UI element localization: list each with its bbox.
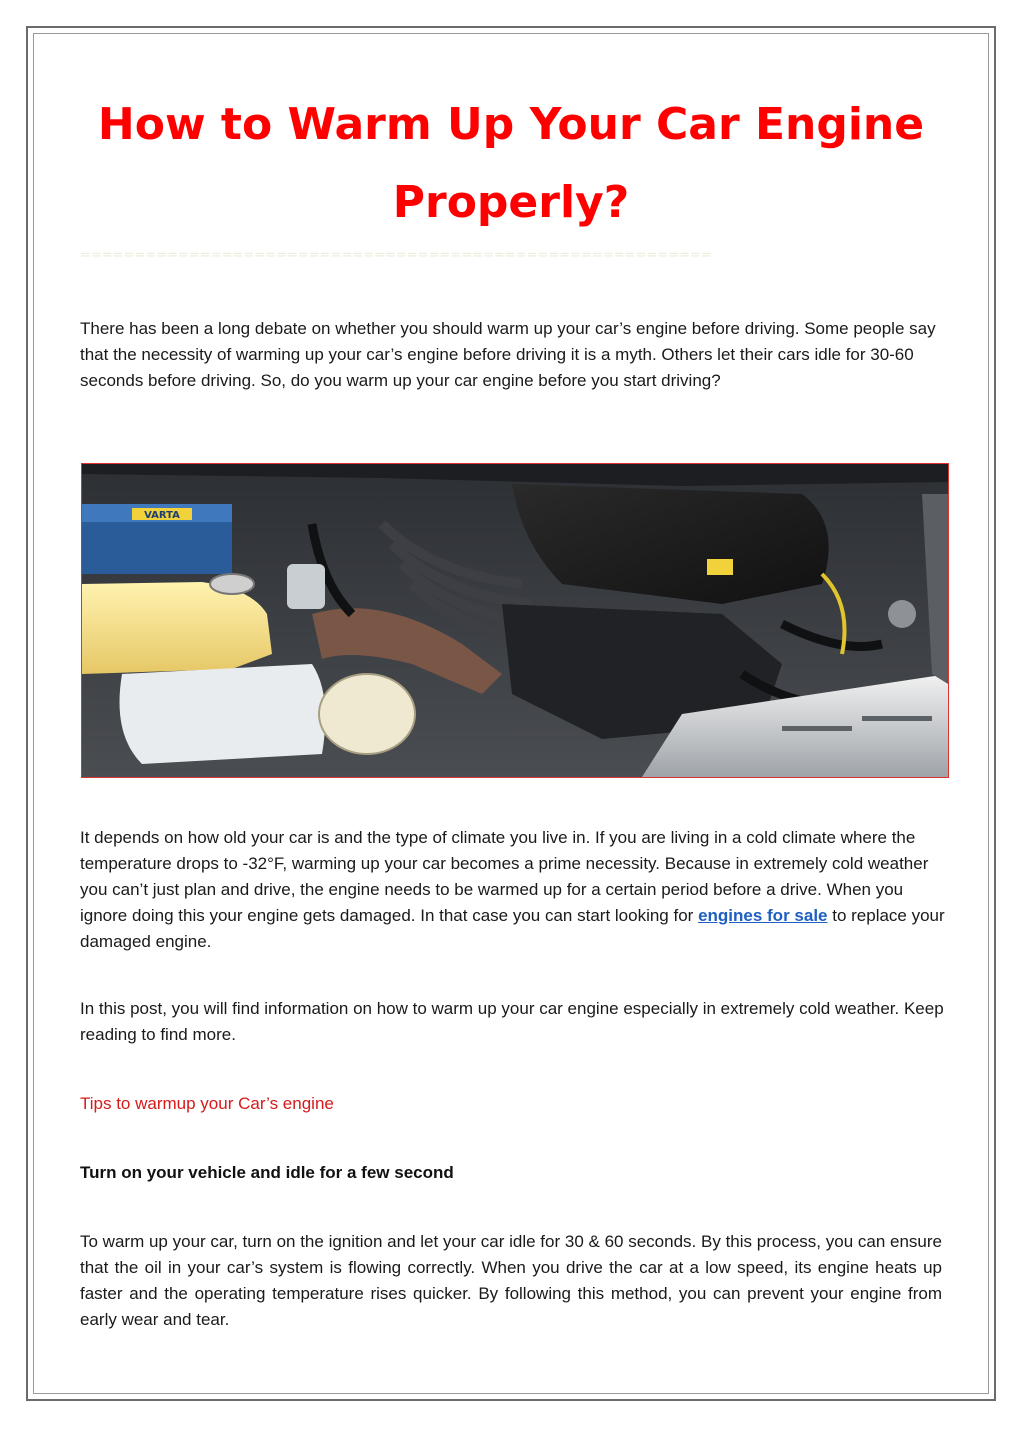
tips-heading: Tips to warmup your Car’s engine [80,1094,334,1113]
engine-photo-illustration [82,464,948,777]
idle-paragraph: To warm up your car, turn on the ignition and let your car idle for 30 & 60 seconds. By this process, you can ensure that the oil in your car’s system is flowing correctly. When you drive the car at a low speed, its engine heats up faster and the operating temperature rises quicker. By following this method, you can prevent your engine from early wear and tear. [80,1232,942,1329]
reservoir-cap [210,574,254,594]
document-page [26,26,996,1401]
warning-sticker [707,559,733,575]
throttle-body [287,564,325,609]
power-steering-reservoir [319,674,415,754]
post-intro-paragraph: In this post, you will find information on how to warm up your car engine especially in extremely cold weather. Keep reading to find more. [80,999,944,1044]
battery [82,504,232,574]
washer-fluid-tank [120,664,326,764]
ac-compressor [888,600,916,628]
step-heading: Turn on your vehicle and idle for a few second [80,1163,454,1182]
title-divider: ========================================================== [80,248,712,263]
coolant-reservoir [82,582,272,674]
page-title: How to Warm Up Your Car Engine Properly? [97,99,925,228]
engines-for-sale-link[interactable]: engines for sale [698,906,828,925]
engine-photo [81,463,949,778]
climate-paragraph-text: It depends on how old your car is and the type of climate you live in. If you are living in a cold climate where the temperature drops to -32°F, warming up your car becomes a prime necessity. Because in extremely cold weather you can’t just plan and drive, the engine needs to be warmed up for a certain period before a drive. When you ignore doing this your engine gets damaged. In that case you can start looking for [80,828,929,925]
intro-paragraph: There has been a long debate on whether you should warm up your car’s engine before driving. Some people say that the necessity of warming up your car’s engine before driving it is a myth. Others let their cars idle for 30-60 seconds before driving. So, do you warm up your car engine before you start driving? [80,319,936,390]
battery-brand-label: VARTA [144,510,180,521]
climate-paragraph-tail: to replace your damaged engine. [80,906,945,951]
climate-paragraph [80,825,948,955]
